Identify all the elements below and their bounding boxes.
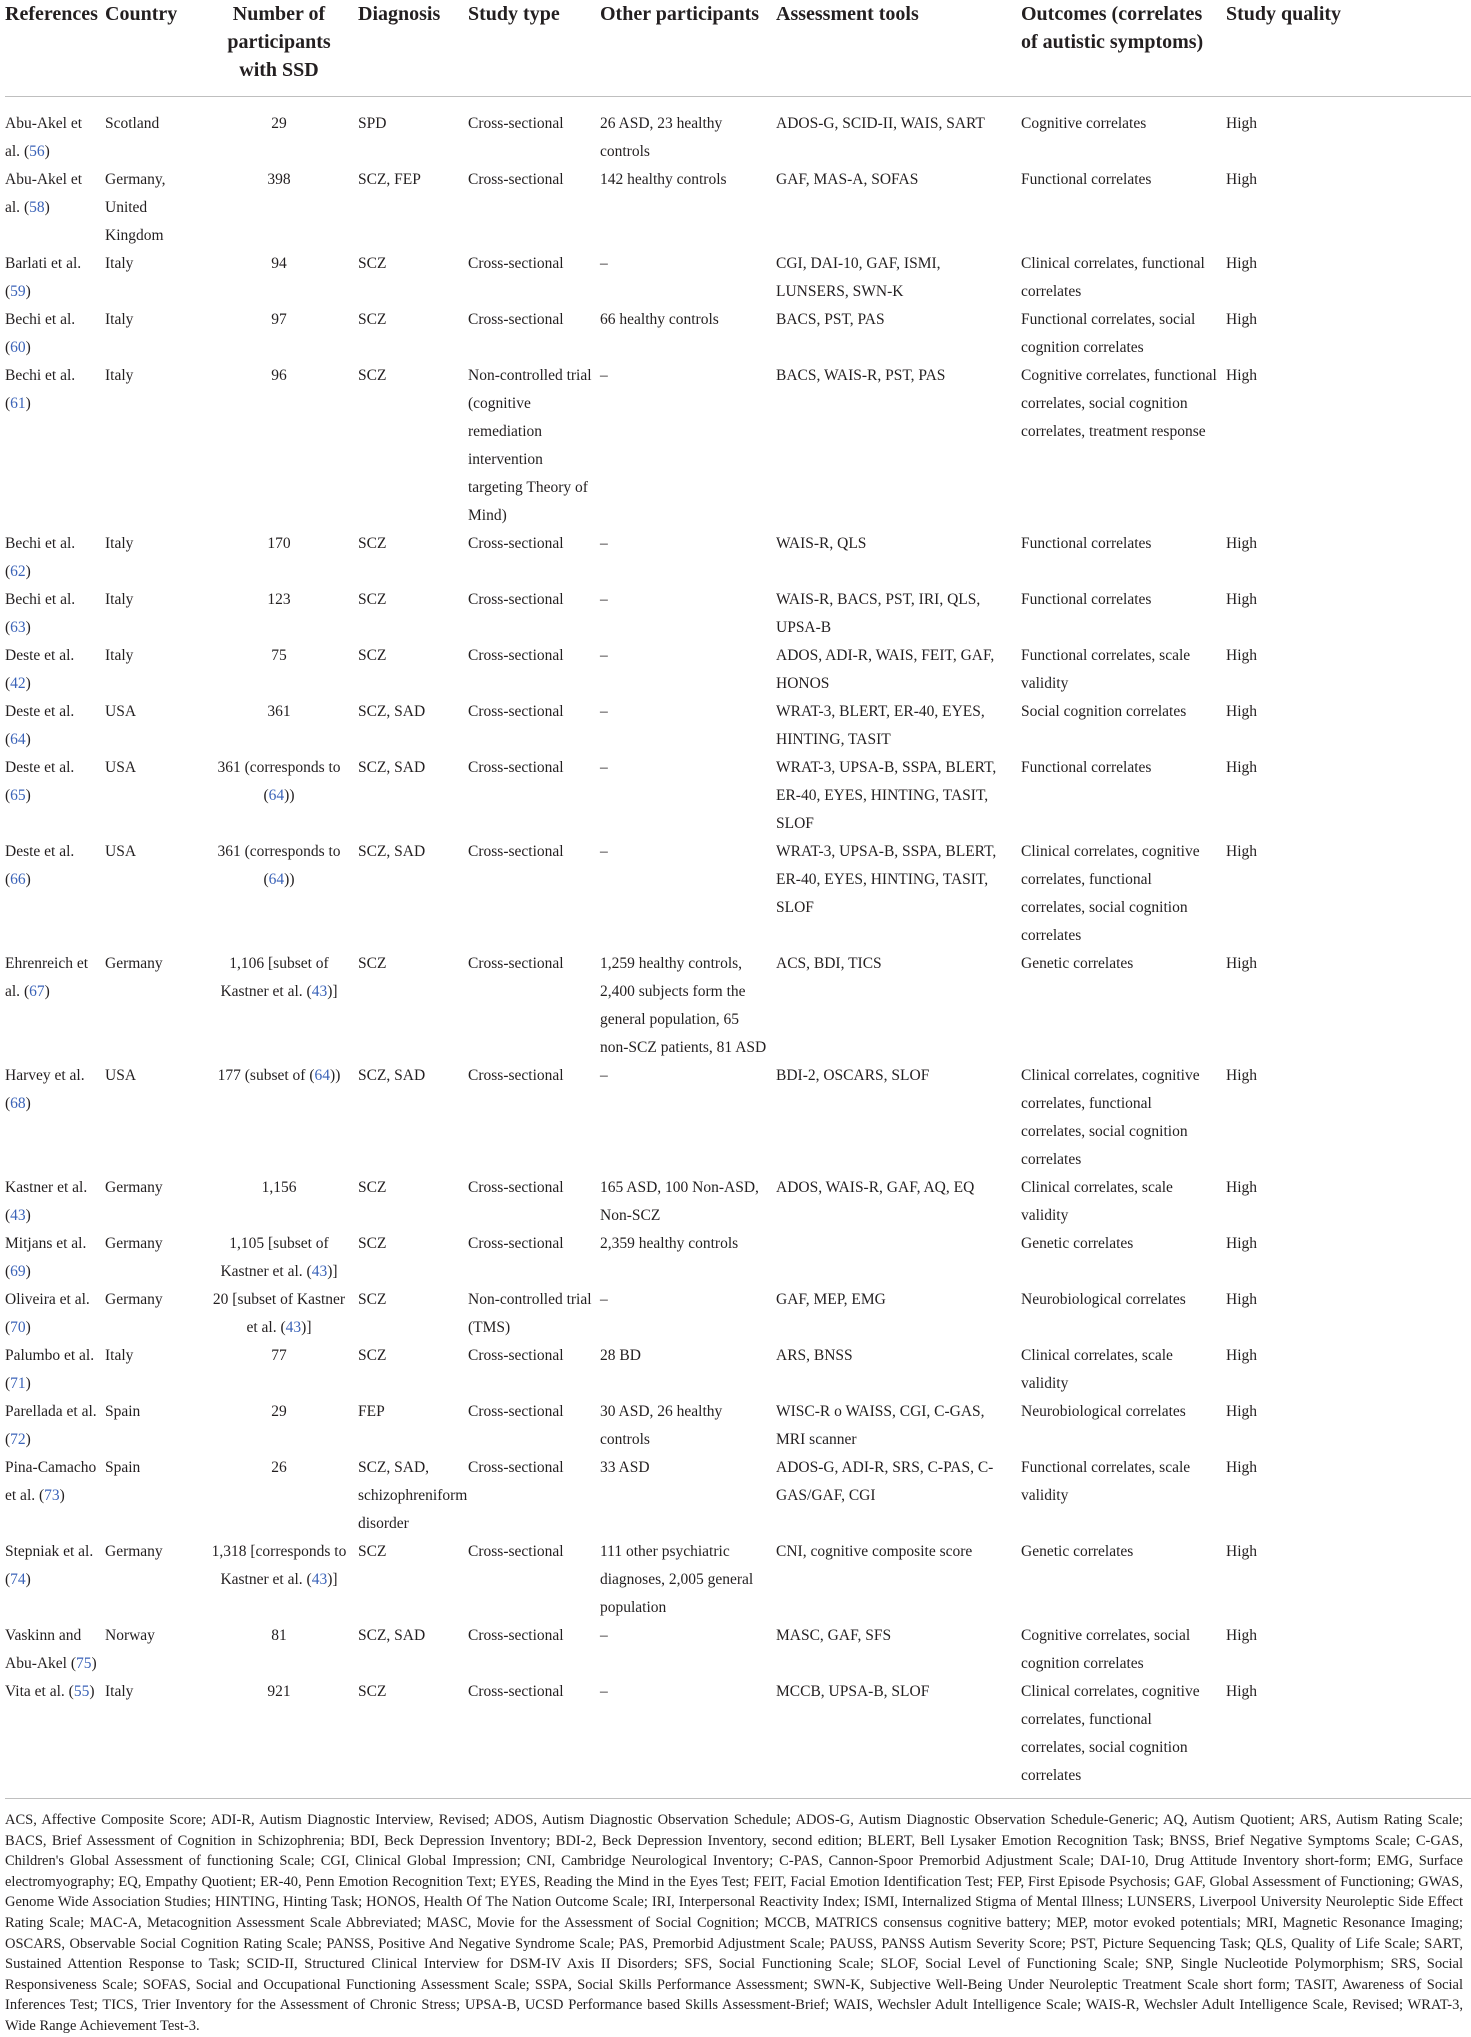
table-row [5, 642, 1471, 698]
cell-assessment-tools: ARS, BNSS [776, 1347, 853, 1364]
cell-participants: 177 (subset of (64)) [217, 1067, 341, 1084]
cell-other-participants: – [600, 1678, 776, 1799]
cell-diagnosis: SCZ [358, 311, 387, 328]
cell-study-quality: High [1226, 367, 1257, 384]
table-row [5, 1538, 1471, 1622]
cell-assessment-tools: BACS, PST, PAS [776, 311, 885, 328]
cell-study-type: Cross-sectional [468, 1543, 564, 1560]
cell-diagnosis: SCZ [358, 591, 387, 608]
cell-assessment-tools: WRAT-3, UPSA-B, SSPA, BLERT, ER-40, EYES, HINTING, TASIT, SLOF [776, 843, 997, 916]
cell-other-participants: 26 ASD, 23 healthy controls [600, 115, 723, 160]
col-header-study-type: Study type [468, 0, 600, 97]
cell-participants: 1,106 [subset of Kastner et al. (43)] [220, 955, 338, 1000]
cell-study-quality: High [1226, 1403, 1257, 1420]
cell-study-quality: High [1226, 115, 1257, 132]
reference-author: Deste et al. [5, 843, 75, 860]
cell-other-participants: – [600, 1291, 608, 1308]
col-header-participants: Number of participants with SSD [208, 0, 358, 97]
cell-assessment-tools: MCCB, UPSA-B, SLOF [776, 1678, 1021, 1799]
cell-diagnosis: SCZ, SAD [358, 759, 426, 776]
cell-diagnosis: SCZ [358, 1347, 387, 1364]
cell-study-type: Cross-sectional [468, 1179, 564, 1196]
citation-link[interactable]: 55 [73, 1683, 90, 1700]
cell-study-type: Cross-sectional [468, 1678, 600, 1799]
cell-assessment-tools: BACS, WAIS-R, PST, PAS [776, 367, 946, 384]
cell-country: Norway [105, 1627, 155, 1644]
cell-reference: Vita et al. (55) [5, 1678, 105, 1799]
table-row [5, 530, 1471, 586]
cell-country: Scotland [105, 115, 160, 132]
cell-outcomes: Cognitive correlates [1021, 115, 1147, 132]
table-row [5, 838, 1471, 950]
table-row [5, 166, 1471, 250]
cell-outcomes: Neurobiological correlates [1021, 1403, 1186, 1420]
reference-author: Kastner et al. [5, 1179, 88, 1196]
cell-country: Germany, United Kingdom [105, 171, 166, 244]
cell-reference: Kastner et al. (43) [5, 1179, 88, 1224]
cell-participants: 1,318 [corresponds to Kastner et al. (43)] [211, 1543, 347, 1588]
reference-author: Stepniak et al. [5, 1543, 94, 1560]
cell-assessment-tools: WAIS-R, BACS, PST, IRI, QLS, UPSA-B [776, 591, 981, 636]
reference-author: Bechi et al. [5, 311, 76, 328]
cell-outcomes: Functional correlates [1021, 591, 1152, 608]
cell-study-quality: High [1226, 591, 1257, 608]
cell-reference: Deste et al. (64) [5, 703, 75, 748]
reference-author: Mitjans et al. [5, 1235, 87, 1252]
cell-reference: Harvey et al. (68) [5, 1067, 85, 1112]
cell-country: Germany [105, 1291, 163, 1308]
cell-other-participants: 28 BD [600, 1347, 641, 1364]
cell-outcomes: Functional correlates, social cognition correlates [1021, 311, 1196, 356]
cell-participants: 170 [267, 535, 291, 552]
cell-reference: Bechi et al. (62) [5, 535, 76, 580]
cell-assessment-tools: WISC-R o WAISS, CGI, C-GAS, MRI scanner [776, 1403, 985, 1448]
reference-author: Deste et al. [5, 703, 75, 720]
cell-diagnosis: SCZ [358, 535, 387, 552]
cell-study-type: Cross-sectional [468, 1067, 564, 1084]
cell-diagnosis: SCZ [358, 1678, 468, 1799]
cell-study-quality: High [1226, 647, 1257, 664]
cell-outcomes: Functional correlates, scale validity [1021, 1459, 1191, 1504]
table-header-row [5, 0, 1471, 97]
cell-study-quality: High [1226, 1678, 1471, 1799]
cell-other-participants: – [600, 759, 608, 776]
cell-diagnosis: SCZ, SAD [358, 703, 426, 720]
cell-country: Italy [105, 311, 134, 328]
studies-table [5, 0, 1471, 1799]
cell-study-quality: High [1226, 1291, 1257, 1308]
cell-participants: 77 [271, 1347, 287, 1364]
cell-country: Germany [105, 1179, 163, 1196]
cell-diagnosis: FEP [358, 1403, 385, 1420]
table-body [5, 97, 1471, 1799]
table-row [5, 362, 1471, 530]
table-row [5, 1230, 1471, 1286]
cell-country: USA [105, 703, 137, 720]
cell-diagnosis: SCZ [358, 1235, 387, 1252]
cell-country: Italy [105, 1347, 134, 1364]
cell-study-type: Cross-sectional [468, 647, 564, 664]
cell-reference: Ehrenreich et al. (67) [5, 955, 89, 1000]
citation-link[interactable]: 68 [10, 1095, 26, 1112]
reference-author: Pina-Camacho et al. [5, 1459, 97, 1504]
cell-reference: Bechi et al. (61) [5, 367, 76, 412]
cell-study-type: Non-controlled trial (TMS) [468, 1291, 592, 1336]
cell-other-participants: – [600, 1627, 608, 1644]
citation-link[interactable]: 60 [10, 339, 26, 356]
cell-participants: 75 [271, 647, 287, 664]
cell-outcomes: Functional correlates [1021, 171, 1152, 188]
cell-assessment-tools: ADOS-G, ADI-R, SRS, C-PAS, C-GAS/GAF, CGI [776, 1459, 994, 1504]
reference-author: Bechi et al. [5, 591, 76, 608]
cell-outcomes: Clinical correlates, scale validity [1021, 1347, 1173, 1392]
citation-link[interactable]: 61 [10, 395, 26, 412]
cell-other-participants: 142 healthy controls [600, 171, 727, 188]
cell-participants: 361 (corresponds to (64)) [217, 759, 341, 804]
citation-link[interactable]: 42 [10, 675, 26, 692]
cell-study-type: Cross-sectional [468, 255, 564, 272]
cell-other-participants: – [600, 255, 608, 272]
cell-country: Italy [105, 535, 134, 552]
cell-study-type: Cross-sectional [468, 1459, 564, 1476]
cell-participants: 96 [271, 367, 287, 384]
cell-reference: Deste et al. (65) [5, 759, 75, 804]
citation-link[interactable]: 67 [29, 983, 45, 1000]
reference-author: Barlati et al. [5, 255, 82, 272]
cell-study-type: Cross-sectional [468, 115, 564, 132]
cell-country: Italy [105, 591, 134, 608]
citation-link[interactable]: 43 [285, 1319, 302, 1336]
cell-assessment-tools: ACS, BDI, TICS [776, 955, 882, 972]
citation-link[interactable]: 64 [314, 1067, 331, 1084]
cell-reference: Pina-Camacho et al. (73) [5, 1459, 97, 1504]
table-row [5, 754, 1471, 838]
reference-author: Vaskinn and Abu-Akel [5, 1627, 82, 1672]
cell-assessment-tools: MASC, GAF, SFS [776, 1627, 892, 1644]
cell-outcomes: Clinical correlates, cognitive correlates, functional correlates, social cognition correlates [1021, 843, 1200, 944]
cell-study-type: Cross-sectional [468, 1627, 564, 1644]
cell-participants: 97 [271, 311, 287, 328]
col-header-country: Country [105, 0, 208, 97]
col-header-references: References [5, 0, 105, 97]
citation-link[interactable]: 43 [10, 1207, 26, 1224]
cell-outcomes: Functional correlates [1021, 759, 1152, 776]
cell-reference: Parellada et al. (72) [5, 1403, 97, 1448]
cell-outcomes: Genetic correlates [1021, 955, 1134, 972]
cell-other-participants: – [600, 843, 608, 860]
cell-other-participants: – [600, 647, 608, 664]
cell-other-participants: 30 ASD, 26 healthy controls [600, 1403, 723, 1448]
cell-reference: Vaskinn and Abu-Akel (75) [5, 1627, 97, 1672]
cell-diagnosis: SCZ [358, 647, 387, 664]
cell-study-quality: High [1226, 843, 1257, 860]
table-row [5, 306, 1471, 362]
cell-study-type: Cross-sectional [468, 591, 564, 608]
citation-link[interactable]: 58 [29, 199, 45, 216]
table-row [5, 1398, 1471, 1454]
cell-country: Germany [105, 1543, 163, 1560]
table-row [5, 586, 1471, 642]
cell-other-participants: 33 ASD [600, 1459, 650, 1476]
cell-study-type: Cross-sectional [468, 1347, 564, 1364]
citation-link[interactable]: 64 [268, 871, 285, 888]
reference-author: Deste et al. [5, 647, 75, 664]
cell-assessment-tools: ADOS-G, SCID-II, WAIS, SART [776, 115, 985, 132]
citation-link[interactable]: 64 [268, 787, 285, 804]
cell-country: Italy [105, 255, 134, 272]
cell-outcomes: Clinical correlates, functional correlates [1021, 255, 1205, 300]
cell-diagnosis: SCZ, SAD [358, 1067, 426, 1084]
citation-link[interactable]: 56 [29, 143, 45, 160]
reference-author: Abu-Akel et al. [5, 115, 83, 160]
reference-author: Bechi et al. [5, 535, 76, 552]
cell-assessment-tools: CGI, DAI-10, GAF, ISMI, LUNSERS, SWN-K [776, 255, 941, 300]
col-header-diagnosis: Diagnosis [358, 0, 468, 97]
citation-link[interactable]: 64 [10, 731, 26, 748]
cell-study-quality: High [1226, 1459, 1257, 1476]
cell-study-quality: High [1226, 1067, 1257, 1084]
cell-other-participants: 2,359 healthy controls [600, 1235, 739, 1252]
cell-diagnosis: SCZ [358, 1543, 387, 1560]
cell-assessment-tools: GAF, MEP, EMG [776, 1291, 886, 1308]
cell-participants: 1,156 [261, 1179, 297, 1196]
cell-country: Germany [105, 1235, 163, 1252]
cell-reference: Bechi et al. (60) [5, 311, 76, 356]
citation-link[interactable]: 62 [10, 563, 26, 580]
reference-author: Palumbo et al. [5, 1347, 95, 1364]
cell-country: Germany [105, 955, 163, 972]
cell-country: Spain [105, 1459, 141, 1476]
cell-reference: Deste et al. (66) [5, 843, 75, 888]
cell-reference: Oliveira et al. (70) [5, 1291, 90, 1336]
col-header-study-quality: Study quality [1226, 0, 1471, 97]
cell-outcomes: Clinical correlates, scale validity [1021, 1179, 1173, 1224]
cell-other-participants: – [600, 703, 608, 720]
cell-assessment-tools: GAF, MAS-A, SOFAS [776, 171, 919, 188]
cell-study-type: Cross-sectional [468, 311, 564, 328]
cell-participants: 29 [271, 1403, 287, 1420]
cell-diagnosis: SCZ, FEP [358, 171, 421, 188]
table-row [5, 250, 1471, 306]
cell-participants: 123 [267, 591, 291, 608]
cell-study-quality: High [1226, 703, 1257, 720]
cell-study-quality: High [1226, 759, 1257, 776]
citation-link[interactable]: 71 [10, 1375, 26, 1392]
cell-reference: Stepniak et al. (74) [5, 1543, 94, 1588]
cell-other-participants: 1,259 healthy controls, 2,400 subjects form the general population, 65 non-SCZ patients, 81 ASD [600, 955, 767, 1056]
cell-study-type: Cross-sectional [468, 759, 564, 776]
cell-diagnosis: SCZ [358, 1179, 387, 1196]
cell-outcomes: Cognitive correlates, functional correlates, social cognition correlates, treatment response [1021, 367, 1217, 440]
reference-author: Deste et al. [5, 759, 75, 776]
cell-country: Italy [105, 367, 134, 384]
table-row [5, 1678, 1471, 1799]
reference-author: Abu-Akel et al. [5, 171, 83, 216]
cell-assessment-tools: BDI-2, OSCARS, SLOF [776, 1067, 930, 1084]
cell-reference: Abu-Akel et al. (58) [5, 171, 83, 216]
cell-diagnosis: SCZ [358, 255, 387, 272]
cell-assessment-tools: ADOS, WAIS-R, GAF, AQ, EQ [776, 1179, 975, 1196]
reference-author: Bechi et al. [5, 367, 76, 384]
cell-other-participants: 66 healthy controls [600, 311, 719, 328]
cell-study-type: Cross-sectional [468, 1235, 564, 1252]
citation-link[interactable]: 43 [311, 983, 328, 1000]
cell-participants: 20 [subset of Kastner et al. (43)] [212, 1291, 346, 1336]
table-row [5, 1062, 1471, 1174]
cell-participants: 921 [208, 1678, 358, 1799]
citation-link[interactable]: 66 [10, 871, 26, 888]
cell-reference: Mitjans et al. (69) [5, 1235, 87, 1280]
cell-assessment-tools: ADOS, ADI-R, WAIS, FEIT, GAF, HONOS [776, 647, 995, 692]
cell-other-participants: 165 ASD, 100 Non-ASD, Non-SCZ [600, 1179, 759, 1224]
cell-study-type: Cross-sectional [468, 703, 564, 720]
cell-participants: 29 [271, 115, 287, 132]
reference-author: Ehrenreich et al. [5, 955, 89, 1000]
reference-author: Harvey et al. [5, 1067, 85, 1084]
cell-country: USA [105, 759, 137, 776]
cell-reference: Bechi et al. (63) [5, 591, 76, 636]
cell-diagnosis: SCZ [358, 1291, 387, 1308]
citation-link[interactable]: 59 [10, 283, 26, 300]
cell-outcomes: Functional correlates, scale validity [1021, 647, 1191, 692]
cell-study-quality: High [1226, 171, 1257, 188]
cell-study-quality: High [1226, 311, 1257, 328]
cell-study-type: Non-controlled trial (cognitive remediation intervention targeting Theory of Mind) [468, 367, 592, 524]
cell-assessment-tools: CNI, cognitive composite score [776, 1543, 973, 1560]
abbreviations-footnote: ACS, Affective Composite Score; ADI-R, Autism Diagnostic Interview, Revised; ADOS, Autism Diagnostic Observation Schedule; ADOS-G, Autism Diagnostic Observation Schedule-Generic; AQ, Autism Quotient; ARS, Autism Rating Scale; BACS, Brief Assessment of Cognition in Schizophrenia; BDI, Beck Depression Inventory; BDI-2, Beck Depression Inventory, second edition; BLERT, Bell Lysaker Emotion Recognition Task; BNSS, Brief Negative Symptoms Scale; C-GAS, Children's Global Assessment of functioning Scale; CGI, Clinical Global Impression; CNI, Cambridge Neurological Inventory; C-PAS, Cannon-Spoor Premorbid Adjustment Scale; DAI-10, Drug Attitude Inventory short-form; EMG, Surface electromyography; EQ, Empathy Quotient; ER-40, Penn Emotion Recognition Text; EYES, Reading the Mind in the Eyes Test; FEIT, Facial Emotion Identification Test; FEP, First Episode Psychosis; GAF, Global Assessment of Functioning; GWAS, Genome Wide Association Studies; HINTING, Hinting Task; HONOS, Health Of The Nation Outcome Scale; IRI, Interpersonal Reactivity Index; ISMI, Internalized Stigma of Mental Illness; LUNSERS, Liverpool University Neuroleptic Side Effect Rating Scale; MAC-A, Metacognition Assessment Scale Abbreviated; MASC, Movie for the Assessment of Social Cognition; MCCB, MATRICS consensus cognitive battery; MEP, motor evoked potentials; MRI, Magnetic Resonance Imaging; OSCARS, Observable Social Cognition Rating Scale; PANSS, Positive And Negative Syndrome Scale; PAS, Premorbid Adjustment Scale; PAUSS, PANSS Autism Severity Score; PST, Picture Sequencing Task; QLS, Quality of Life Scale; SART, Sustained Attention Response to Task; SCID-II, Structured Clinical Interview for DSM-IV Axis II Disorders; SFS, Social Functioning Scale; SLOF, Social Level of Functioning Scale; SNP, Single Nucleotide Polymorphism; SRS, Social Responsiveness Scale; SOFAS, Social and Occupational Functioning Assessment Scale; SSPA, Social Skills Performance Assessment; SWN-K, Subjective Well-Being Under Neuroleptic Treatment Scale short form; TASIT, Awareness of Social Inferences Test; TICS, Trier Inventory for the Assessment of Chronic Stress; UPSA-B, UCSD Performance based Skills Assessment-Brief; WAIS, Wechsler Adult Intelligence Scale; WAIS-R, Wechsler Adult Intelligence Scale, Revised; WRAT-3, Wide Range Achievement Test-3. [5, 1812, 1463, 2034]
col-header-assessment-tools: Assessment tools [776, 0, 1021, 97]
col-header-other-participants: Other participants [600, 0, 776, 97]
cell-study-quality: High [1226, 1235, 1257, 1252]
cell-study-quality: High [1226, 1347, 1257, 1364]
cell-participants: 1,105 [subset of Kastner et al. (43)] [220, 1235, 338, 1280]
citation-link[interactable]: 69 [10, 1263, 26, 1280]
table-row [5, 950, 1471, 1062]
cell-participants: 361 [267, 703, 291, 720]
cell-study-quality: High [1226, 535, 1257, 552]
cell-country: Italy [105, 647, 134, 664]
cell-other-participants: – [600, 1067, 608, 1084]
cell-diagnosis: SCZ [358, 367, 387, 384]
citation-link[interactable]: 43 [311, 1571, 328, 1588]
cell-participants: 26 [271, 1459, 287, 1476]
cell-outcomes: Clinical correlates, cognitive correlates, functional correlates, social cognition correlates [1021, 1067, 1200, 1168]
citation-link[interactable]: 70 [10, 1319, 26, 1336]
cell-study-type: Cross-sectional [468, 171, 564, 188]
table-row [5, 698, 1471, 754]
citation-link[interactable]: 73 [44, 1487, 60, 1504]
cell-study-quality: High [1226, 955, 1257, 972]
cell-study-type: Cross-sectional [468, 535, 564, 552]
col-header-outcomes: Outcomes (correlates of autistic symptoms) [1021, 0, 1226, 97]
cell-participants: 398 [267, 171, 291, 188]
cell-assessment-tools: WRAT-3, BLERT, ER-40, EYES, HINTING, TASIT [776, 703, 985, 748]
reference-author: Oliveira et al. [5, 1291, 90, 1308]
cell-country: Spain [105, 1403, 141, 1420]
table-row [5, 1342, 1471, 1398]
cell-outcomes: Genetic correlates [1021, 1543, 1134, 1560]
cell-other-participants: – [600, 535, 608, 552]
citation-link[interactable]: 43 [311, 1263, 328, 1280]
cell-study-type: Cross-sectional [468, 1403, 564, 1420]
table-row [5, 1622, 1471, 1678]
table-row [5, 1286, 1471, 1342]
cell-outcomes: Clinical correlates, cognitive correlates, functional correlates, social cognition correlates [1021, 1678, 1226, 1799]
table-row [5, 1174, 1471, 1230]
cell-diagnosis: SCZ [358, 955, 387, 972]
citation-link[interactable]: 74 [10, 1571, 26, 1588]
cell-outcomes: Cognitive correlates, social cognition correlates [1021, 1627, 1191, 1672]
cell-diagnosis: SCZ, SAD, schizophreniform disorder [358, 1459, 468, 1532]
cell-other-participants: 111 other psychiatric diagnoses, 2,005 general population [600, 1543, 754, 1616]
cell-country: USA [105, 843, 137, 860]
reference-author: Parellada et al. [5, 1403, 97, 1420]
cell-participants: 94 [271, 255, 287, 272]
cell-outcomes: Social cognition correlates [1021, 703, 1187, 720]
cell-study-type: Cross-sectional [468, 843, 564, 860]
cell-study-type: Cross-sectional [468, 955, 564, 972]
cell-assessment-tools: WAIS-R, QLS [776, 535, 867, 552]
table-row [5, 97, 1471, 167]
citation-link[interactable]: 65 [10, 787, 26, 804]
cell-diagnosis: SCZ, SAD [358, 1627, 426, 1644]
cell-reference: Deste et al. (42) [5, 647, 75, 692]
cell-reference: Barlati et al. (59) [5, 255, 82, 300]
cell-study-quality: High [1226, 255, 1257, 272]
cell-study-quality: High [1226, 1543, 1257, 1560]
cell-other-participants: – [600, 367, 608, 384]
citation-link[interactable]: 75 [76, 1655, 92, 1672]
cell-assessment-tools [776, 1230, 1021, 1286]
table-row [5, 1454, 1471, 1538]
cell-diagnosis: SCZ, SAD [358, 843, 426, 860]
cell-outcomes: Neurobiological correlates [1021, 1291, 1186, 1308]
cell-participants: 81 [271, 1627, 287, 1644]
cell-outcomes: Functional correlates [1021, 535, 1152, 552]
cell-study-quality: High [1226, 1627, 1257, 1644]
cell-other-participants: – [600, 591, 608, 608]
cell-participants: 361 (corresponds to (64)) [217, 843, 341, 888]
cell-country: Italy [105, 1678, 208, 1799]
cell-outcomes: Genetic correlates [1021, 1235, 1134, 1252]
cell-diagnosis: SPD [358, 115, 387, 132]
cell-reference: Abu-Akel et al. (56) [5, 115, 83, 160]
cell-reference: Palumbo et al. (71) [5, 1347, 95, 1392]
citation-link[interactable]: 72 [10, 1431, 26, 1448]
cell-country: USA [105, 1067, 137, 1084]
reference-author: Vita et al. [5, 1683, 65, 1700]
cell-assessment-tools: WRAT-3, UPSA-B, SSPA, BLERT, ER-40, EYES, HINTING, TASIT, SLOF [776, 759, 997, 832]
citation-link[interactable]: 63 [10, 619, 26, 636]
cell-study-quality: High [1226, 1179, 1257, 1196]
